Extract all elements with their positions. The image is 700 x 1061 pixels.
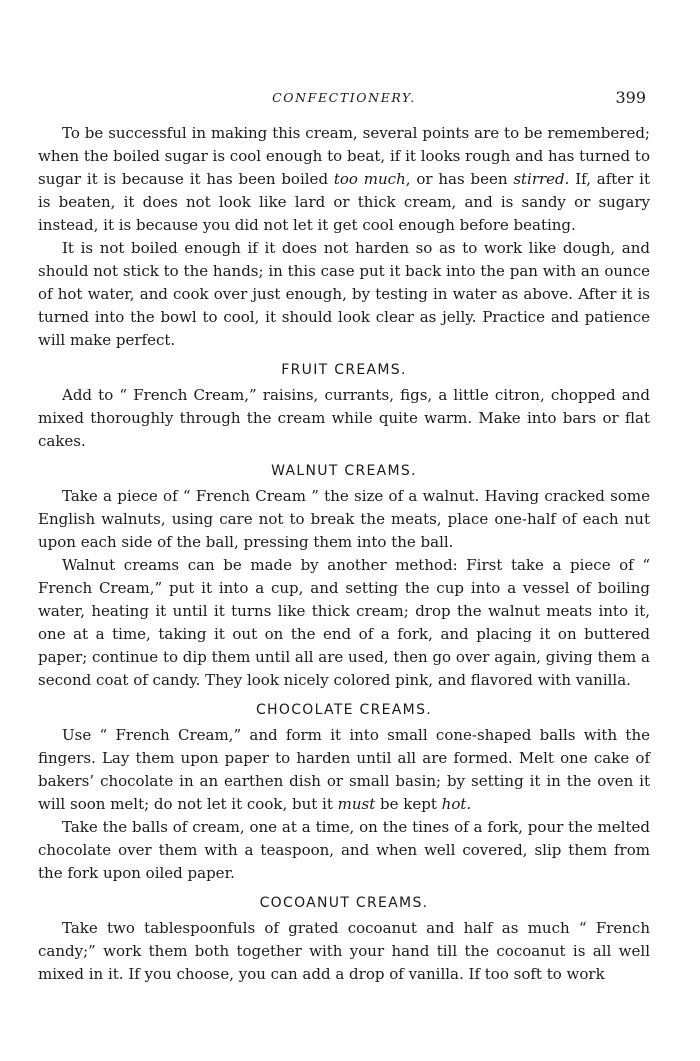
recipe-section <box>38 700 650 885</box>
text-run: , or has been <box>405 170 514 188</box>
italic-text: too much <box>333 170 406 188</box>
book-page <box>38 88 650 986</box>
italic-text: must <box>337 795 376 813</box>
text-run: Use “ French Cream,” and form it into small cone-shaped balls with the fingers. Lay them upon paper to harden until all are formed. Melt one cake of bakers’ chocolate in an earthen dish or small basin; by setting it in the oven it will soon melt; do not let it cook, but it <box>38 726 650 813</box>
text-run: To be successful in making this cream, several points are to be remembered; when the boiled sugar is cool enough to beat, if it looks rough and has turned to sugar it is because it has been boiled <box>38 124 650 188</box>
recipe-section <box>38 893 650 986</box>
paragraph <box>38 485 650 554</box>
text-run: Walnut creams can be made by another method: First take a piece of “ French Cream,” put it into a cup, and setting the cup into a vessel of boiling water, heating it until it turns like thick cream; drop the walnut meats into it, one at a time, taking it out on the end of a fork, and placing it on buttered paper; continue to dip them until all are used, then go over again, giving them a second coat of candy. They look nicely colored pink, and flavored with vanilla. <box>38 556 650 689</box>
paragraph <box>38 917 650 986</box>
italic-text: stirred. <box>513 170 570 188</box>
page-number: 399 <box>615 88 646 107</box>
recipe-sections <box>38 360 650 986</box>
text-run: Take the balls of cream, one at a time, on the tines of a fork, pour the melted chocolate over them with a teaspoon, and when well covered, slip them from the fork upon oiled paper. <box>38 818 650 882</box>
running-head <box>38 88 650 116</box>
recipe-section <box>38 461 650 692</box>
text-run: If, after it is beaten, it does not look like lard or thick cream, and is sandy or sugary instead, it is because you did not let it get cool enough before beating. <box>38 170 651 234</box>
text-run: Take two tablespoonfuls of grated cocoanut and half as much “ French candy;” work them both together with your hand till the cocoanut is all well mixed in it. If you choose, you can add a drop of vanilla. If too soft to work <box>38 919 650 983</box>
running-title: CONFECTIONERY. <box>272 90 416 105</box>
page-body <box>38 122 650 986</box>
section-heading: COCOANUT CREAMS. <box>259 895 429 911</box>
paragraph <box>38 237 650 352</box>
paragraph <box>38 122 650 237</box>
italic-text: hot. <box>441 795 472 813</box>
section-heading: FRUIT CREAMS. <box>281 362 407 378</box>
intro-section <box>38 122 650 352</box>
section-heading: WALNUT CREAMS. <box>271 463 417 479</box>
paragraph <box>38 554 650 692</box>
text-run: Add to “ French Cream,” raisins, currants, figs, a little citron, chopped and mixed thoroughly through the cream while quite warm. Make into bars or flat cakes. <box>38 386 650 450</box>
text-run: Take a piece of “ French Cream ” the size of a walnut. Having cracked some English walnuts, using care not to break the meats, place one-half of each nut upon each side of the ball, pressing them into the ball. <box>38 487 650 551</box>
text-run: be kept <box>375 795 442 813</box>
paragraph <box>38 816 650 885</box>
paragraph <box>38 384 650 453</box>
text-run: It is not boiled enough if it does not harden so as to work like dough, and should not stick to the hands; in this case put it back into the pan with an ounce of hot water, and cook over just enough, by testing in water as above. After it is turned into the bowl to cool, it should look clear as jelly. Practice and patience will make perfect. <box>38 239 650 349</box>
section-heading: CHOCOLATE CREAMS. <box>255 702 433 718</box>
recipe-section <box>38 360 650 453</box>
paragraph <box>38 724 650 816</box>
